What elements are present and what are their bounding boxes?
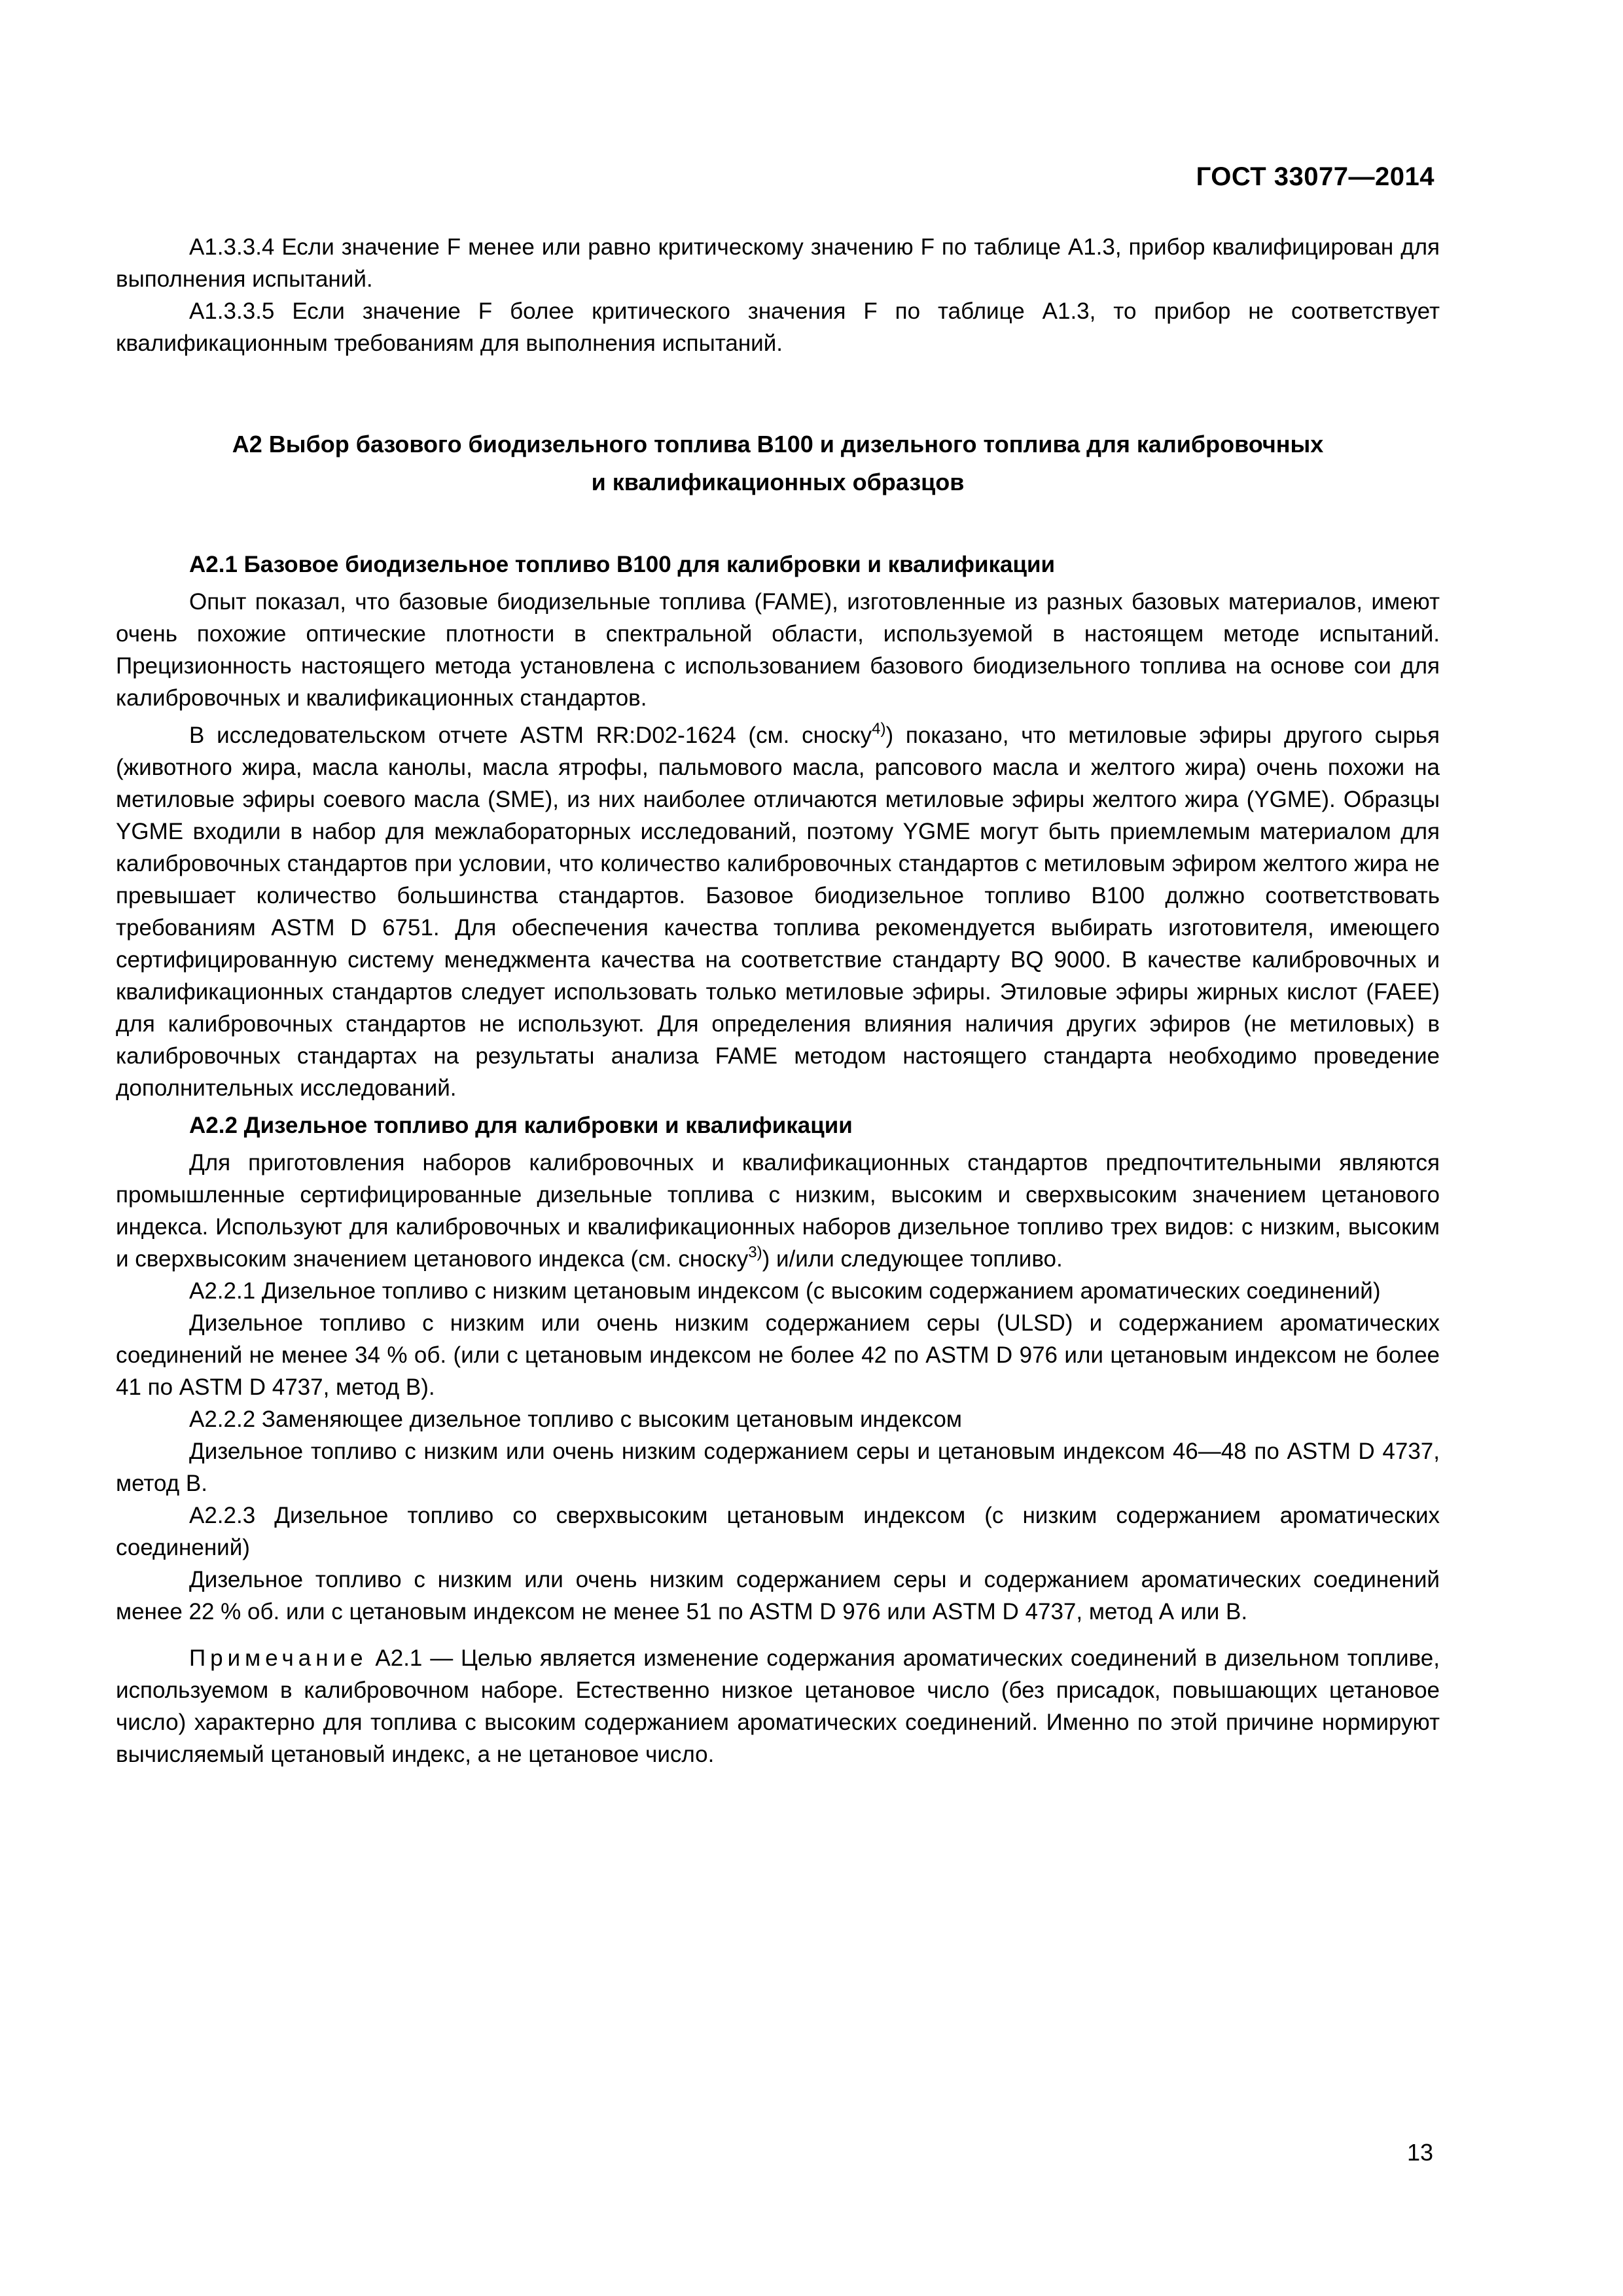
page-number: 13 xyxy=(1406,2139,1433,2166)
paragraph-a21-report-rest: ) показано, что метиловые эфиры другого сырья (животного жира, масла канолы, масла ятрофы, пальмового масла, рапсового масла и желтого жира) очень похожи на метиловые эфиры соевого масла (SME), из них наиболее отличаются метиловые эфиры желтого жира (YGME). Образцы YGME входили в набор для межлабораторных исследований, поэтому YGME могут быть приемлемым материалом для калибровочных стандартов при условии, что количество калибровочных стандартов с метиловым эфиром желтого жира не превышает количество большинства стандартов. Базовое биодизельное топливо В100 должно соответствовать требованиям ASTM D 6751. Для обеспечения качества топлива рекомендуется выбирать изготовителя, имеющего сертифицированную систему менеджмента качества на соответствие стандарту BQ 9000. В качестве калибровочных и квалификационных стандартов следует использовать только метиловые эфиры. Этиловые эфиры жирных кислот (FAEE) для калибровочных стандартов не используют. Для определения влияния наличия других эфиров (не метиловых) в калибровочных стандартах на результаты анализа FAME методом настоящего стандарта необходимо проведение дополнительных исследований. xyxy=(116,723,1440,1101)
paragraph-a223-body: Дизельное топливо с низким или очень низким содержанием серы и содержанием ароматических соединений менее 22 % об. или с цетановым индексом не менее 51 по ASTM D 976 или ASTM D 4737, метод А или В. xyxy=(116,1567,1440,1624)
document-code: ГОСТ 33077—2014 xyxy=(1196,162,1435,191)
subsection-heading-a21: А2.1 Базовое биодизельное топливо В100 для калибровки и квалификации xyxy=(189,552,1056,577)
paragraph-a21-intro: Опыт показал, что базовые биодизельные топлива (FAME), изготовленные из разных базовых материалов, имеют очень похожие оптические плотности в спектральной области, используемой в настоящем методе испытаний. Прецизионность настоящего метода установлена с использованием базового биодизельного топлива на основе сои для калибровочных и квалификационных стандартов. xyxy=(116,589,1440,711)
paragraph-a222-body: Дизельное топливо с низким или очень низким содержанием серы и цетановым индексом 46—48 по ASTM D 4737, метод В. xyxy=(116,1439,1440,1496)
paragraph-a221-title: А2.2.1 Дизельное топливо с низким цетановым индексом (с высоким содержанием ароматических соединений) xyxy=(189,1278,1381,1304)
paragraph-a22-intro-start: Для приготовления наборов калибровочных и квалификационных стандартов предпочтительными являются промышленные сертифицированные дизельные топлива с низким, высоким и сверхвысоким значением цетанового индекса. Используют для калибровочных и квалификационных наборов дизельное топливо трех видов: с низким, высоким и сверхвысоким значением цетанового индекса (см. сноску xyxy=(116,1150,1440,1272)
paragraph-a1335: А1.3.3.5 Если значение F более критического значения F по таблице А1.3, то прибор не соответствует квалификационным требованиям для выполнения испытаний. xyxy=(116,298,1440,356)
paragraph-a22-intro-rest: ) и/или следующее топливо. xyxy=(762,1246,1063,1272)
paragraph-a223-title: А2.2.3 Дизельное топливо со сверхвысоким цетановым индексом (с низким содержанием ароматических соединений) xyxy=(116,1503,1440,1560)
section-heading-a2 xyxy=(116,425,1440,501)
footnote-ref-4: 4) xyxy=(872,720,886,738)
section-heading-a2-line1: А2 Выбор базового биодизельного топлива В100 и дизельного топлива для калибровочных xyxy=(232,431,1324,457)
paragraph-a222-title: А2.2.2 Заменяющее дизельное топливо с высоким цетановым индексом xyxy=(189,1407,962,1432)
paragraph-a1334: А1.3.3.4 Если значение F менее или равно критическому значению F по таблице А1.3, прибор квалифицирован для выполнения испытаний. xyxy=(116,234,1440,292)
note-label: Примечание xyxy=(189,1645,368,1671)
document-body xyxy=(116,231,1440,1770)
note-a21 xyxy=(116,1642,1440,1770)
section-heading-a2-line2: и квалификационных образцов xyxy=(591,469,965,495)
note-text: А2.1 — Целью является изменение содержания ароматических соединений в дизельном топливе, используемом в калибровочном наборе. Естественно низкое цетановое число (без присадок, повышающих цетановое число) характерно для топлива с высоким содержанием ароматических соединений. Именно по этой причине нормируют вычисляемый цетановый индекс, а не цетановое число. xyxy=(116,1645,1440,1767)
paragraph-a22-intro xyxy=(116,1147,1440,1275)
subsection-heading-a22: А2.2 Дизельное топливо для калибровки и квалификации xyxy=(189,1113,853,1138)
footnote-ref-3: 3) xyxy=(748,1244,762,1261)
paragraph-a21-report-start: В исследовательском отчете ASTM RR:D02-1624 (см. сноску xyxy=(189,723,872,748)
paragraph-a21-report xyxy=(116,719,1440,1104)
paragraph-a221-body: Дизельное топливо с низким или очень низким содержанием серы (ULSD) и содержанием ароматических соединений не менее 34 % об. (или с цетановым индексом не более 42 по ASTM D 976 или цетановым индексом не более 41 по ASTM D 4737, метод В). xyxy=(116,1310,1440,1400)
